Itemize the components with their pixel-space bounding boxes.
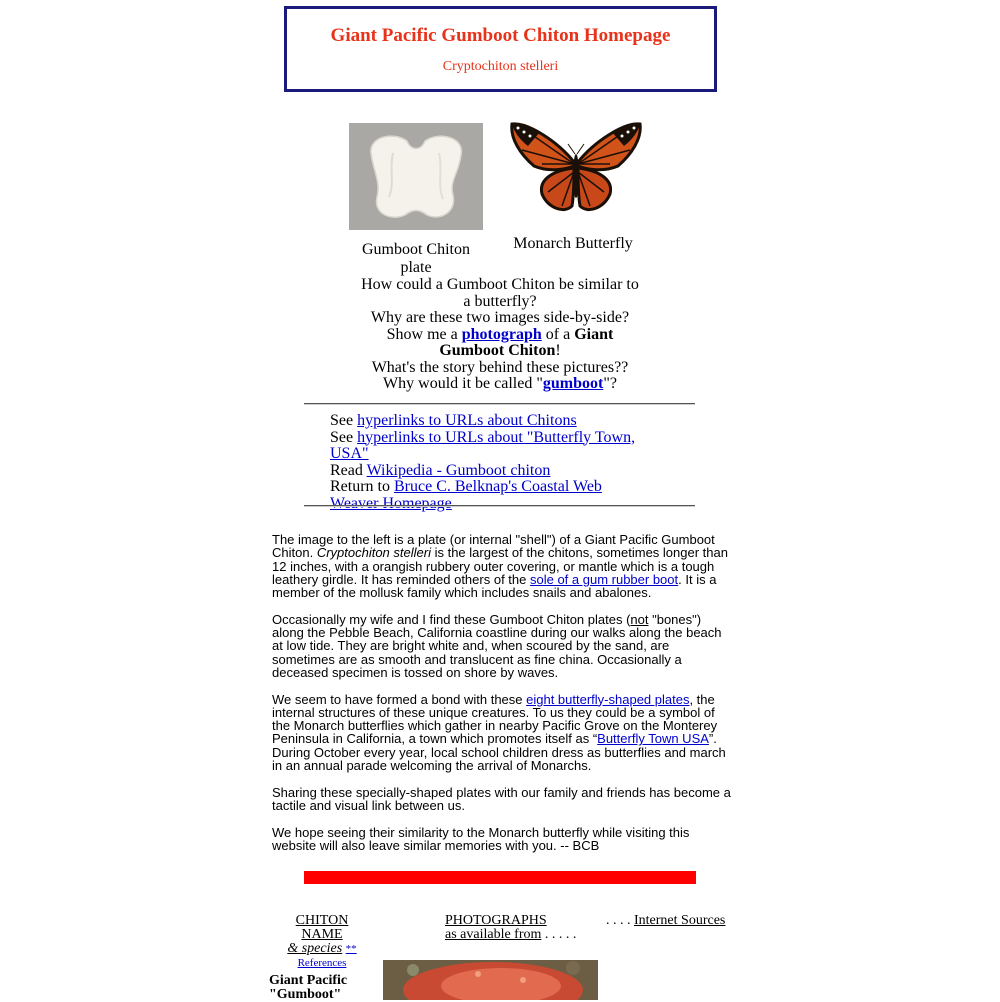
paragraph: We hope seeing their similarity to the Monarch butterfly while visiting this website will also leave similar memories with you. -- BCB xyxy=(272,824,690,853)
paragraph-text: We seem to have formed a bond with these xyxy=(272,691,527,707)
paragraph-text: is the largest of the chitons, sometimes longer than 12 inches, with a orangish rubbery outer covering, or mantle which is a tough leathery girdle. It has reminded others of the xyxy=(272,545,728,587)
divider xyxy=(304,403,695,405)
story-text xyxy=(272,533,732,865)
plate-caption: Gumboot Chiton plate xyxy=(361,241,470,276)
paragraph-text: , the internal structures of these unique creatures. To us they could be a symbol of the Monarch butterflies which gather in nearby Pacific Grove on the Monterey Peninsula in California, a town which promotes itself as “ xyxy=(272,691,718,747)
page-title: Giant Pacific Gumboot Chiton Homepage xyxy=(330,25,671,46)
link-row xyxy=(330,413,650,430)
question-text: "? xyxy=(603,375,617,392)
gum-boot-link[interactable]: sole of a gum rubber boot xyxy=(529,571,679,587)
butterfly-caption: Monarch Butterfly xyxy=(513,235,633,252)
homepage-link[interactable]: Bruce C. Belknap's Coastal Web Weaver Homepage xyxy=(330,478,602,512)
paragraph-text: "bones") along the Pebble Beach, California coastline during our walks along the beach at low tide. They are bright white and, when scoured by the sand, are sometimes are as smooth and translucent as fine china. Occasionally a deceased specimen is tossed on shore by waves. xyxy=(272,611,722,680)
column-subheader: & species xyxy=(287,941,343,956)
gumboot-link[interactable]: gumboot xyxy=(542,375,604,392)
paragraph xyxy=(272,693,732,773)
question-photograph xyxy=(360,327,640,360)
column-header: Internet Sources xyxy=(634,913,726,928)
paragraph-text: The image to the left is a plate (or internal "shell") of a Giant Pacific Gumboot Chiton. xyxy=(272,532,715,561)
link-prefix: See xyxy=(330,412,358,429)
paragraph xyxy=(272,613,732,679)
link-prefix: Read xyxy=(330,461,367,479)
chitons-urls-link[interactable]: hyperlinks to URLs about Chitons xyxy=(357,412,577,429)
dots: . . . . xyxy=(606,913,634,928)
link-row xyxy=(330,430,650,463)
page-subtitle: Cryptochiton stelleri xyxy=(442,59,559,74)
question-gumboot xyxy=(360,376,640,393)
paragraph xyxy=(272,533,732,599)
question-block xyxy=(360,277,640,393)
link-list xyxy=(330,413,650,512)
column-header: PHOTOGRAPHS xyxy=(445,913,547,928)
references-link[interactable]: References xyxy=(297,957,347,969)
species-line: "Gumboot" xyxy=(269,987,342,1002)
giant-gumboot-chiton-text: Giant Gumboot Chiton xyxy=(439,325,614,359)
chiton-plate-image xyxy=(349,123,483,230)
photograph-link[interactable]: photograph xyxy=(461,325,542,343)
link-row xyxy=(330,479,650,512)
link-prefix: Return to xyxy=(330,478,394,495)
chiton-species-name xyxy=(269,974,347,1002)
title-box xyxy=(284,6,717,92)
chiton-name-header xyxy=(278,914,366,970)
question-text: Show me a xyxy=(386,325,462,343)
references-asterisk-link[interactable]: ** xyxy=(345,943,357,955)
internet-sources-header xyxy=(606,914,726,928)
column-subheader: as available from xyxy=(445,927,542,942)
species-line: Giant Pacific xyxy=(269,973,348,988)
red-divider-bar xyxy=(304,871,696,884)
eight-plates-link[interactable]: eight butterfly-shaped plates xyxy=(526,691,690,707)
question-text: Why would it be called " xyxy=(383,375,543,392)
divider xyxy=(304,505,695,507)
paragraph: Sharing these specially-shaped plates with our family and friends has become a tactile and visual link between us. xyxy=(272,784,731,813)
butterfly-town-urls-link[interactable]: hyperlinks to URLs about "Butterfly Town, USA" xyxy=(330,428,636,462)
column-header: CHITON NAME xyxy=(295,913,349,942)
species-name-italic: Cryptochiton stelleri xyxy=(316,545,431,561)
butterfly-town-link[interactable]: Butterfly Town USA xyxy=(597,731,709,747)
gumboot-chiton-photo[interactable] xyxy=(383,960,598,1000)
photographs-header xyxy=(445,914,585,942)
paragraph-text: . It is a member of the mollusk family which includes snails and abalones. xyxy=(272,571,717,601)
monarch-butterfly-image xyxy=(508,120,644,220)
question-text: ! xyxy=(555,342,561,359)
question-similar: How could a Gumboot Chiton be similar to a butterfly? xyxy=(361,276,639,310)
paragraph-text: ”. During October every year, local school children dress as butterflies and march in an annual parade welcoming the arrival of Monarchs. xyxy=(272,731,726,774)
question-text: of a xyxy=(541,325,575,343)
underlined-word: not xyxy=(630,611,649,627)
link-prefix: See xyxy=(330,428,358,446)
link-row xyxy=(330,463,650,480)
paragraph-text: Occasionally my wife and I find these Gumboot Chiton plates ( xyxy=(272,611,631,627)
wikipedia-link[interactable]: Wikipedia - Gumboot chiton xyxy=(366,461,551,479)
question-side-by-side: Why are these two images side-by-side? xyxy=(370,309,630,326)
dots: . . . . . xyxy=(541,927,577,942)
question-story: What's the story behind these pictures?? xyxy=(371,358,629,376)
